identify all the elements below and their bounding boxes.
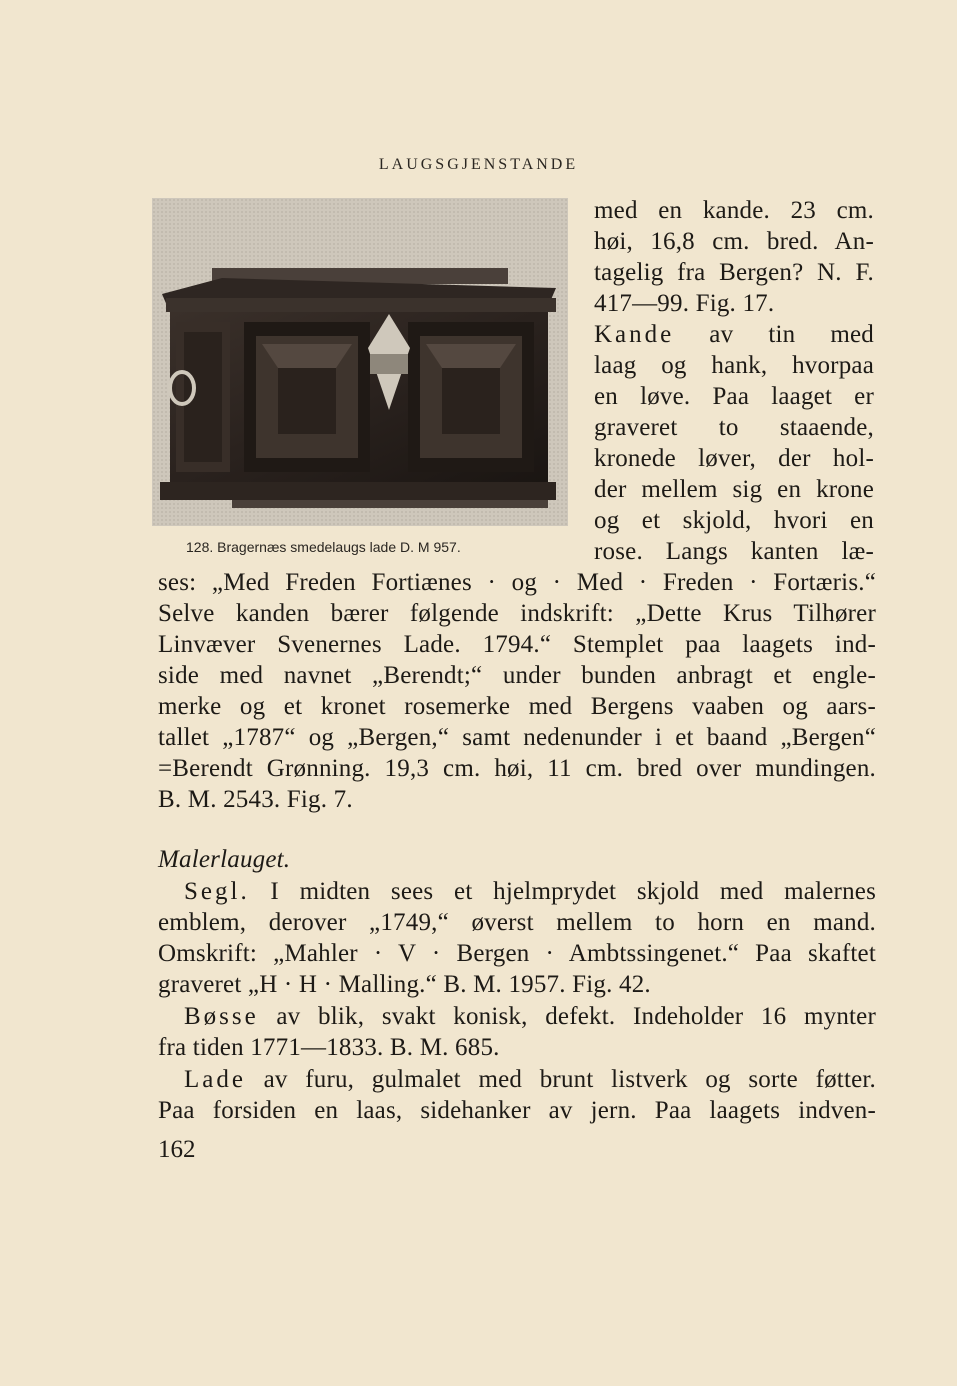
text-run: av furu, gulmalet med brunt listverk og sorte føtter. <box>245 1066 876 1093</box>
chest-photograph <box>152 198 568 526</box>
text-line: graveret to staaende, <box>594 414 874 441</box>
text-line: laag og hank, hvorpaa <box>594 352 874 379</box>
text-line: side med navnet „Berendt;“ under bunden anbragt et engle- <box>158 662 876 689</box>
text-line: emblem, derover „1749,“ øverst mellem to horn en mand. <box>158 909 876 936</box>
text-line: og et skjold, hvori en <box>594 507 874 534</box>
text-run: I midten sees et hjelmprydet skjold med malernes <box>249 878 876 905</box>
text-line: høi, 16,8 cm. bred. An- <box>594 228 874 255</box>
paragraph-segl-first-line <box>158 876 876 907</box>
text-line: Linvæver Svenernes Lade. 1794.“ Stemplet paa laagets ind- <box>158 631 876 658</box>
term-kande: Kande <box>594 321 675 348</box>
paragraph-lade-first-line <box>158 1064 876 1095</box>
page-number: 162 <box>158 1136 196 1163</box>
paragraph-bosse-first-line <box>158 1001 876 1032</box>
section-heading: Malerlauget. <box>158 846 291 873</box>
text-line: graveret „H · H · Malling.“ B. M. 1957. Fig. 42. <box>158 971 651 998</box>
text-line: rose. Langs kanten læ- <box>594 538 874 565</box>
text-line: fra tiden 1771—1833. B. M. 685. <box>158 1034 500 1061</box>
text-line: =Berendt Grønning. 19,3 cm. høi, 11 cm. bred over mundingen. <box>158 755 876 782</box>
text-line: Paa forsiden en laas, sidehanker av jern. Paa laagets indven- <box>158 1097 876 1124</box>
term-bosse: Bøsse <box>184 1003 259 1030</box>
text-line: Omskrift: „Mahler · V · Bergen · Ambtssingenet.“ Paa skaftet <box>158 940 876 967</box>
text-line: B. M. 2543. Fig. 7. <box>158 786 353 813</box>
text-line: ses: „Med Freden Fortiænes · og · Med · Freden · Fortæris.“ <box>158 569 876 596</box>
text-line: kronede løver, der hol- <box>594 445 874 472</box>
text-line: 417—99. Fig. 17. <box>594 290 775 317</box>
term-segl: Segl. <box>184 878 250 905</box>
text-line: tagelig fra Bergen? N. F. <box>594 259 874 286</box>
text-line: merke og et kronet rosemerke med Bergens vaaben og aars- <box>158 693 876 720</box>
text-run: av tin med <box>674 321 874 348</box>
text-line: tallet „1787“ og „Bergen,“ samt nedenunder i et baand „Bergen“ <box>158 724 876 751</box>
paragraph-kande-first-line <box>594 319 874 350</box>
text-line: Selve kanden bærer følgende indskrift: „Dette Krus Tilhører <box>158 600 876 627</box>
text-line: med en kande. 23 cm. <box>594 197 874 224</box>
term-lade: Lade <box>184 1066 246 1093</box>
text-line: der mellem sig en krone <box>594 476 874 503</box>
running-head: LAUGSGJENSTANDE <box>378 156 579 173</box>
text-line: en løve. Paa laaget er <box>594 383 874 410</box>
text-run: av blik, svakt konisk, defekt. Indeholder 16 mynter <box>258 1003 876 1030</box>
figure-caption: 128. Bragernæs smedelaugs lade D. M 957. <box>186 539 461 555</box>
chest-image <box>152 198 568 526</box>
